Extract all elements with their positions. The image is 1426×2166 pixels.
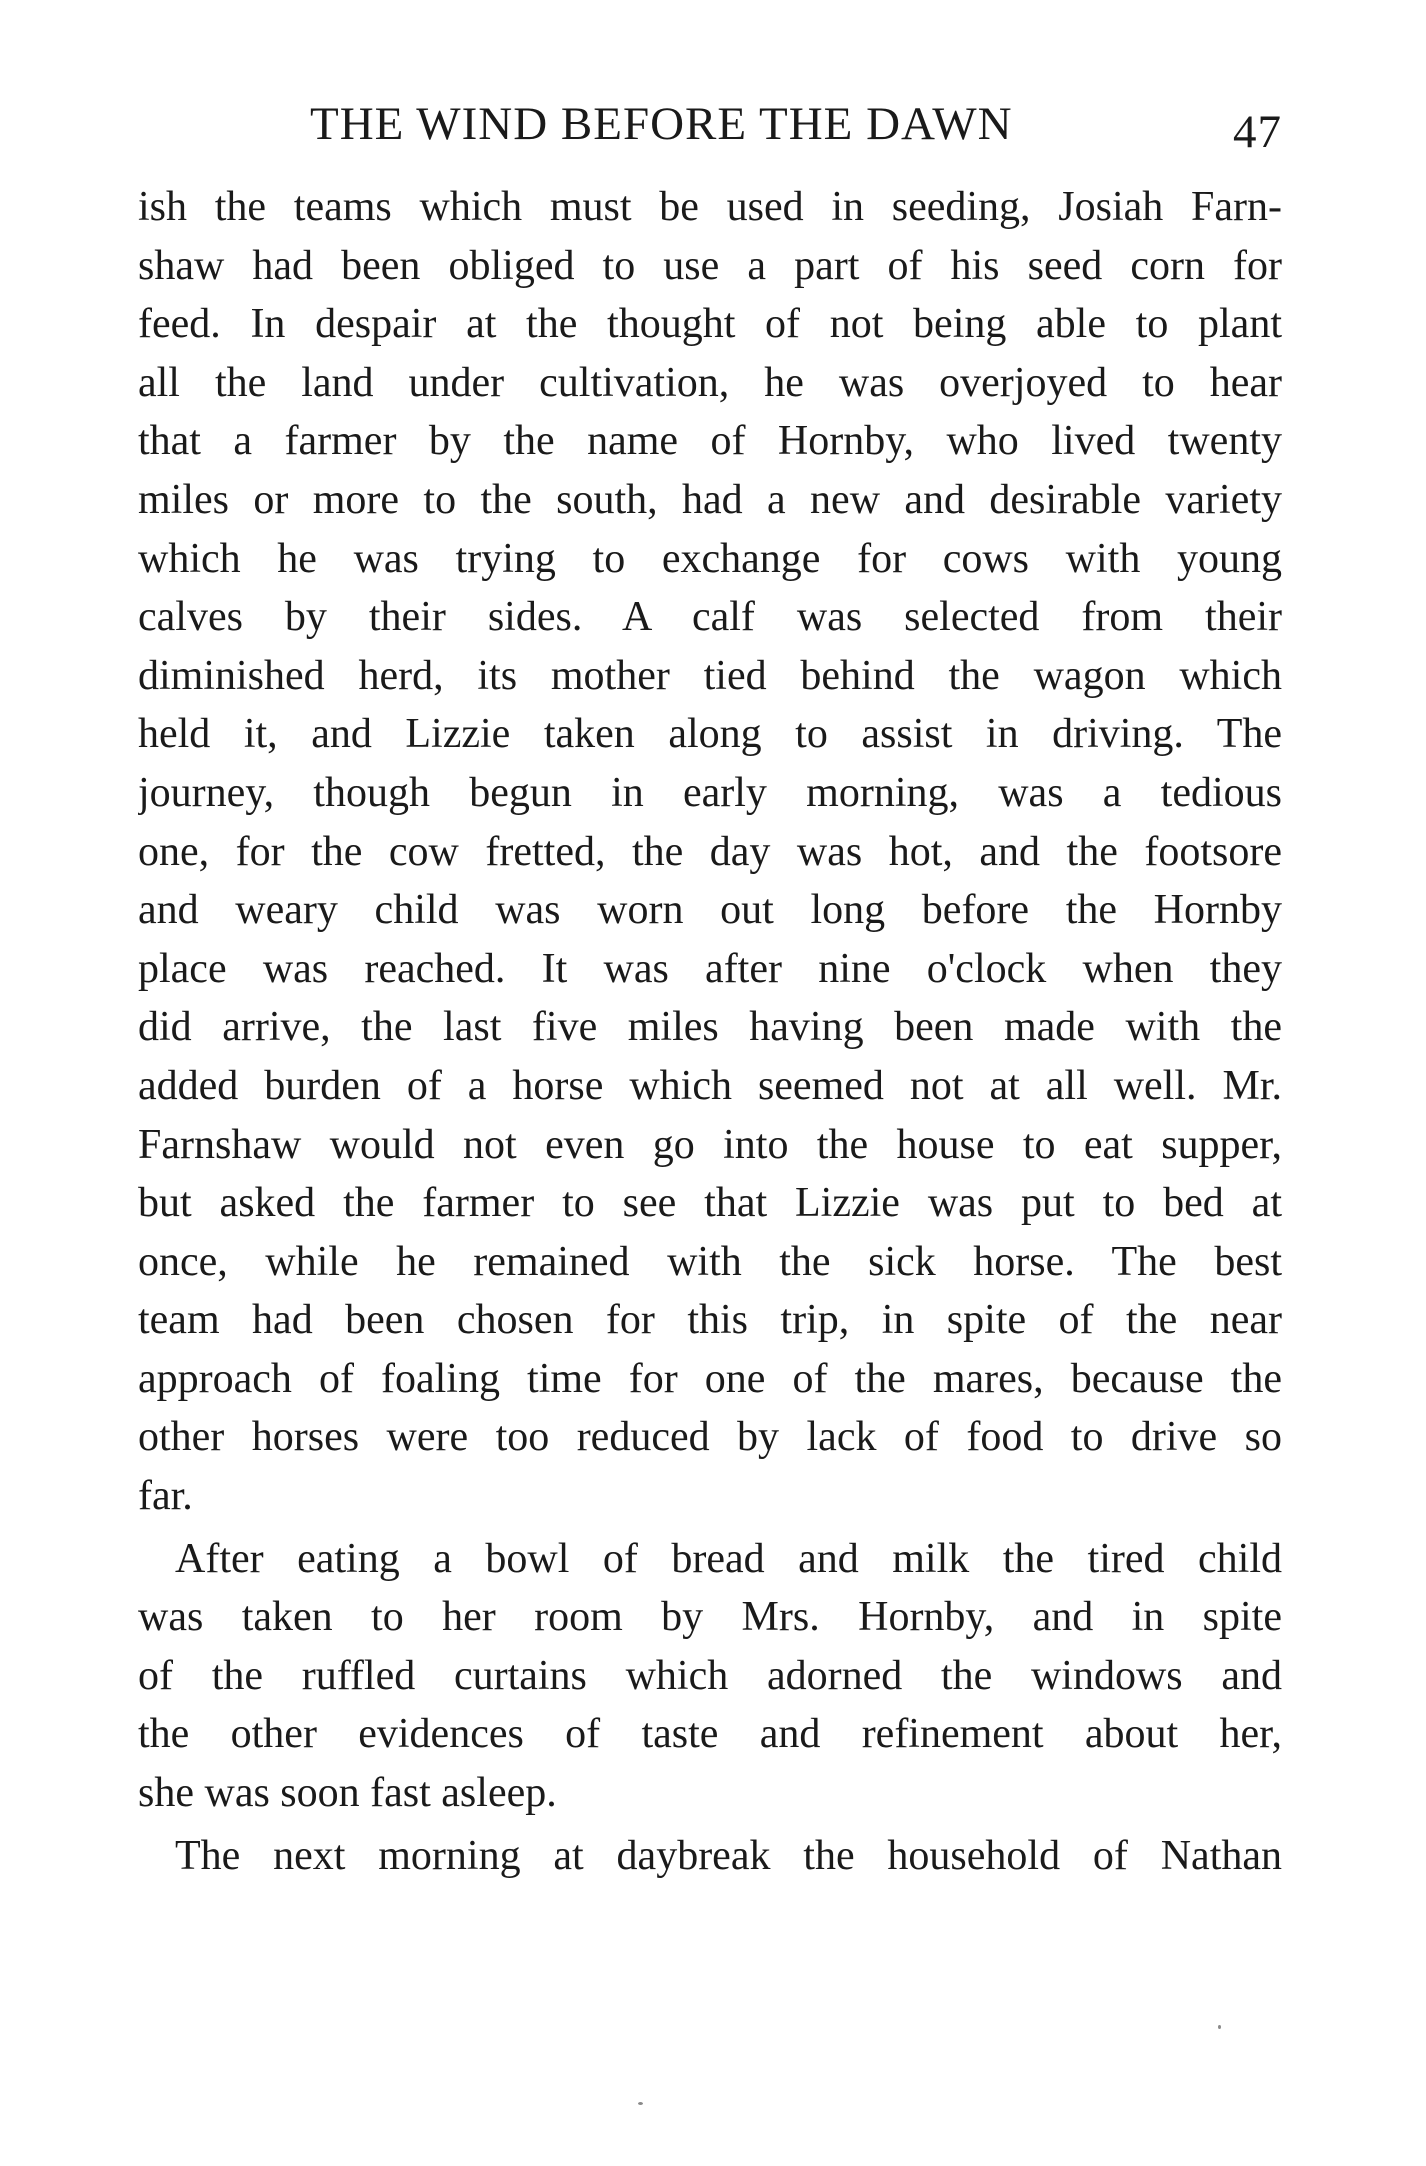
text-line: far. [138, 1473, 193, 1520]
text-line: calves by their sides. A calf was selected from their [138, 594, 1282, 641]
text-line: which he was trying to exchange for cows with young [138, 535, 1282, 582]
text-line: shaw had been obliged to use a part of his seed corn for [138, 242, 1282, 289]
text-line: feed. In despair at the thought of not being able to plant [138, 301, 1282, 348]
text-line: of the ruffled curtains which adorned the windows and [138, 1652, 1282, 1699]
text-line: miles or more to the south, had a new and desirable variety [138, 476, 1282, 523]
paragraph-1 [138, 178, 1282, 1526]
text-line: did arrive, the last five miles having been made with the [138, 1004, 1282, 1051]
text-line: After eating a bowl of bread and milk the tired child [175, 1535, 1282, 1582]
text-line: held it, and Lizzie taken along to assist in driving. The [138, 711, 1282, 758]
text-line: that a farmer by the name of Hornby, who lived twenty [138, 418, 1282, 465]
text-line: team had been chosen for this trip, in spite of the near [138, 1297, 1282, 1344]
text-line: once, while he remained with the sick horse. The best [138, 1238, 1282, 1285]
running-title: THE WIND BEFORE THE DAWN [310, 98, 1013, 150]
text-line: The next morning at daybreak the household of Nathan [175, 1832, 1282, 1879]
text-line: all the land under cultivation, he was overjoyed to hear [138, 359, 1282, 406]
paragraph-3 [138, 1827, 1282, 1886]
text-line: added burden of a horse which seemed not at all well. Mr. [138, 1062, 1282, 1109]
text-line: other horses were too reduced by lack of food to drive so [138, 1414, 1282, 1461]
text-line: journey, though begun in early morning, was a tedious [138, 769, 1282, 816]
paper-speck [638, 2102, 643, 2105]
text-line: place was reached. It was after nine o'clock when they [138, 945, 1282, 992]
paragraph-2 [138, 1530, 1282, 1823]
text-line: was taken to her room by Mrs. Hornby, and in spite [138, 1594, 1282, 1641]
text-line: and weary child was worn out long before the Hornby [138, 887, 1282, 934]
running-head [138, 94, 1282, 158]
paper-speck [1218, 2025, 1221, 2029]
text-line: but asked the farmer to see that Lizzie was put to bed at [138, 1180, 1282, 1227]
text-line: Farnshaw would not even go into the house to eat supper, [138, 1121, 1282, 1168]
text-line: ish the teams which must be used in seeding, Josiah Farn- [138, 184, 1282, 230]
text-line: diminished herd, its mother tied behind the wagon which [138, 652, 1282, 699]
text-line: one, for the cow fretted, the day was hot, and the footsore [138, 828, 1282, 875]
body-text [138, 178, 1282, 1885]
text-line: the other evidences of taste and refinement about her, [138, 1711, 1282, 1758]
text-line: approach of foaling time for one of the mares, because the [138, 1355, 1282, 1402]
page-number: 47 [1233, 106, 1282, 158]
text-line: she was soon fast asleep. [138, 1770, 557, 1817]
